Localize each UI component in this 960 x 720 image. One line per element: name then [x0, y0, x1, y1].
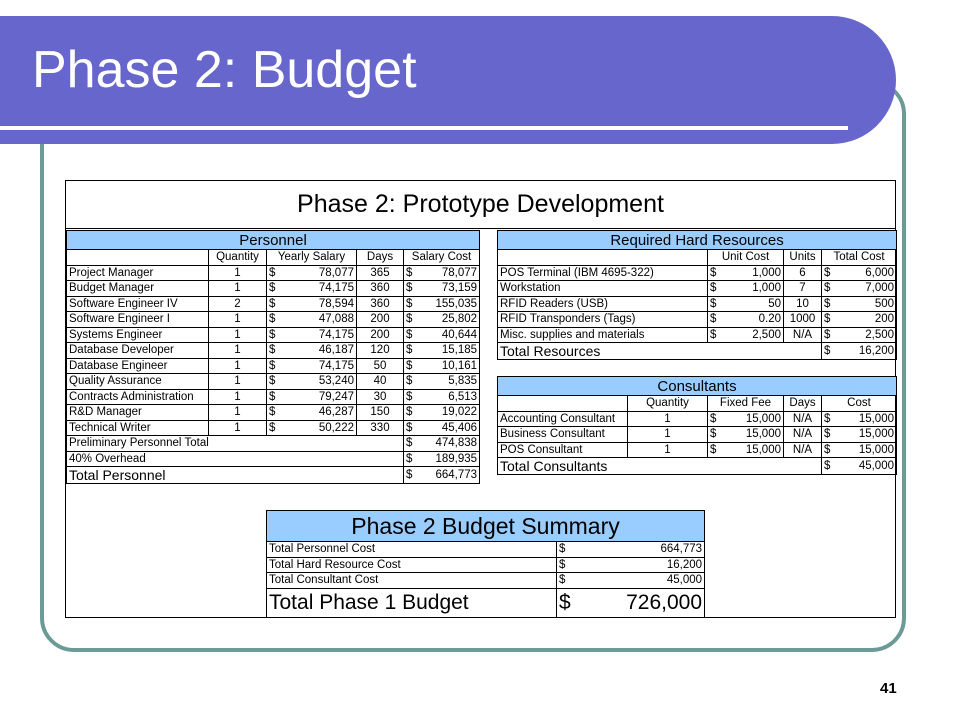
yearly-salary-cell: $ 74,175: [267, 281, 357, 297]
column-header: [498, 250, 708, 266]
table-row: [67, 343, 480, 359]
total-cost-cell: $ 200: [822, 312, 897, 328]
summary-total-value: $ 726,000: [557, 588, 705, 617]
days-cell: 330: [357, 420, 404, 436]
yearly-salary-cell: $ 47,088: [267, 312, 357, 328]
hard-resources-header: Required Hard Resources: [498, 231, 897, 250]
units-cell: 7: [784, 281, 822, 297]
total-row: [67, 451, 480, 467]
summary-row: [267, 542, 705, 558]
column-header: Units: [784, 250, 822, 266]
table-row: [498, 411, 897, 427]
summary-value: $ 45,000: [557, 573, 705, 589]
table-row: [67, 389, 480, 405]
table-row: [67, 374, 480, 390]
total-value: $ 664,773: [404, 467, 480, 484]
quantity-cell: 1: [209, 358, 267, 374]
days-cell: 150: [357, 405, 404, 421]
yearly-salary-cell: $ 46,187: [267, 343, 357, 359]
summary-table: [266, 510, 705, 618]
row-label: Project Manager: [67, 265, 209, 281]
table-row: [67, 312, 480, 328]
table-row: [67, 405, 480, 421]
table-row: [498, 312, 897, 328]
salary-cost-cell: $ 25,802: [404, 312, 480, 328]
table-row: [498, 265, 897, 281]
row-label: Software Engineer I: [67, 312, 209, 328]
cost-cell: $ 15,000: [822, 442, 897, 458]
table-row: [67, 281, 480, 297]
units-cell: 1000: [784, 312, 822, 328]
column-header: Salary Cost: [404, 250, 480, 266]
hard-resources-table: [497, 230, 897, 360]
row-label: Workstation: [498, 281, 708, 297]
quantity-cell: 1: [209, 405, 267, 421]
days-cell: 30: [357, 389, 404, 405]
total-label: Total Consultants: [498, 458, 822, 475]
total-value: $ 189,935: [404, 451, 480, 467]
consultants-table: [497, 376, 897, 475]
table-row: [67, 420, 480, 436]
summary-header: Phase 2 Budget Summary: [267, 511, 705, 542]
total-row: [498, 343, 897, 360]
salary-cost-cell: $ 10,161: [404, 358, 480, 374]
summary-row: [267, 557, 705, 573]
row-label: Database Developer: [67, 343, 209, 359]
column-header: Days: [784, 396, 822, 412]
row-label: Misc. supplies and materials: [498, 327, 708, 343]
row-label: POS Consultant: [498, 442, 628, 458]
salary-cost-cell: $ 15,185: [404, 343, 480, 359]
sheet-title: Phase 2: Prototype Development: [66, 181, 895, 229]
days-cell: N/A: [784, 442, 822, 458]
salary-cost-cell: $ 45,406: [404, 420, 480, 436]
salary-cost-cell: $ 73,159: [404, 281, 480, 297]
total-label: 40% Overhead: [67, 451, 404, 467]
quantity-cell: 1: [209, 389, 267, 405]
quantity-cell: 2: [209, 296, 267, 312]
summary-label: Total Hard Resource Cost: [267, 557, 557, 573]
table-row: [498, 327, 897, 343]
column-header: Total Cost: [822, 250, 897, 266]
budget-sheet: [65, 180, 896, 618]
column-header: [67, 250, 209, 266]
title-underline: [0, 126, 848, 130]
table-row: [498, 427, 897, 443]
consultants-header: Consultants: [498, 377, 897, 396]
days-cell: 120: [357, 343, 404, 359]
unit-cost-cell: $ 0.20: [708, 312, 784, 328]
table-row: [67, 358, 480, 374]
quantity-cell: 1: [209, 265, 267, 281]
row-label: Technical Writer: [67, 420, 209, 436]
row-label: RFID Transponders (Tags): [498, 312, 708, 328]
row-label: RFID Readers (USB): [498, 296, 708, 312]
yearly-salary-cell: $ 50,222: [267, 420, 357, 436]
cost-cell: $ 15,000: [822, 427, 897, 443]
fixed-fee-cell: $ 15,000: [708, 411, 784, 427]
units-cell: N/A: [784, 327, 822, 343]
salary-cost-cell: $ 155,035: [404, 296, 480, 312]
quantity-cell: 1: [209, 281, 267, 297]
total-label: Total Resources: [498, 343, 822, 360]
column-header: Days: [357, 250, 404, 266]
quantity-cell: 1: [628, 442, 708, 458]
row-label: Quality Assurance: [67, 374, 209, 390]
days-cell: 365: [357, 265, 404, 281]
column-header: Yearly Salary: [267, 250, 357, 266]
days-cell: N/A: [784, 427, 822, 443]
column-header: Fixed Fee: [708, 396, 784, 412]
summary-value: $ 16,200: [557, 557, 705, 573]
total-label: Total Personnel: [67, 467, 404, 484]
column-header: Quantity: [209, 250, 267, 266]
quantity-cell: 1: [628, 427, 708, 443]
summary-label: Total Personnel Cost: [267, 542, 557, 558]
row-label: R&D Manager: [67, 405, 209, 421]
cost-cell: $ 15,000: [822, 411, 897, 427]
table-row: [67, 296, 480, 312]
salary-cost-cell: $ 6,513: [404, 389, 480, 405]
row-label: POS Terminal (IBM 4695-322): [498, 265, 708, 281]
row-label: Accounting Consultant: [498, 411, 628, 427]
days-cell: N/A: [784, 411, 822, 427]
total-value: $ 16,200: [822, 343, 897, 360]
table-row: [67, 265, 480, 281]
personnel-table: [66, 230, 480, 484]
summary-row: [267, 573, 705, 589]
summary-value: $ 664,773: [557, 542, 705, 558]
quantity-cell: 1: [209, 374, 267, 390]
yearly-salary-cell: $ 74,175: [267, 327, 357, 343]
row-label: Budget Manager: [67, 281, 209, 297]
unit-cost-cell: $ 2,500: [708, 327, 784, 343]
quantity-cell: 1: [209, 420, 267, 436]
salary-cost-cell: $ 19,022: [404, 405, 480, 421]
slide-title: Phase 2: Budget: [32, 41, 417, 99]
total-label: Preliminary Personnel Total: [67, 436, 404, 452]
yearly-salary-cell: $ 78,594: [267, 296, 357, 312]
summary-label: Total Consultant Cost: [267, 573, 557, 589]
units-cell: 6: [784, 265, 822, 281]
days-cell: 40: [357, 374, 404, 390]
quantity-cell: 1: [209, 312, 267, 328]
unit-cost-cell: $ 1,000: [708, 265, 784, 281]
fixed-fee-cell: $ 15,000: [708, 427, 784, 443]
row-label: Systems Engineer: [67, 327, 209, 343]
days-cell: 200: [357, 327, 404, 343]
total-cost-cell: $ 7,000: [822, 281, 897, 297]
yearly-salary-cell: $ 46,287: [267, 405, 357, 421]
column-header: [498, 396, 628, 412]
yearly-salary-cell: $ 74,175: [267, 358, 357, 374]
days-cell: 200: [357, 312, 404, 328]
units-cell: 10: [784, 296, 822, 312]
total-cost-cell: $ 2,500: [822, 327, 897, 343]
salary-cost-cell: $ 5,835: [404, 374, 480, 390]
total-value: $ 45,000: [822, 458, 897, 475]
page-number: 41: [880, 680, 897, 697]
yearly-salary-cell: $ 53,240: [267, 374, 357, 390]
row-label: Software Engineer IV: [67, 296, 209, 312]
total-value: $ 474,838: [404, 436, 480, 452]
total-row: [67, 436, 480, 452]
row-label: Business Consultant: [498, 427, 628, 443]
days-cell: 360: [357, 281, 404, 297]
total-cost-cell: $ 6,000: [822, 265, 897, 281]
column-header: Cost: [822, 396, 897, 412]
row-label: Contracts Administration: [67, 389, 209, 405]
summary-total-label: Total Phase 1 Budget: [267, 588, 557, 617]
yearly-salary-cell: $ 79,247: [267, 389, 357, 405]
total-row: [67, 467, 480, 484]
unit-cost-cell: $ 50: [708, 296, 784, 312]
personnel-header: Personnel: [67, 231, 480, 250]
yearly-salary-cell: $ 78,077: [267, 265, 357, 281]
total-cost-cell: $ 500: [822, 296, 897, 312]
quantity-cell: 1: [209, 343, 267, 359]
days-cell: 50: [357, 358, 404, 374]
quantity-cell: 1: [628, 411, 708, 427]
salary-cost-cell: $ 40,644: [404, 327, 480, 343]
quantity-cell: 1: [209, 327, 267, 343]
salary-cost-cell: $ 78,077: [404, 265, 480, 281]
column-header: Quantity: [628, 396, 708, 412]
table-row: [498, 296, 897, 312]
fixed-fee-cell: $ 15,000: [708, 442, 784, 458]
row-label: Database Engineer: [67, 358, 209, 374]
table-row: [498, 442, 897, 458]
total-row: [498, 458, 897, 475]
table-row: [498, 281, 897, 297]
unit-cost-cell: $ 1,000: [708, 281, 784, 297]
days-cell: 360: [357, 296, 404, 312]
table-row: [67, 327, 480, 343]
column-header: Unit Cost: [708, 250, 784, 266]
